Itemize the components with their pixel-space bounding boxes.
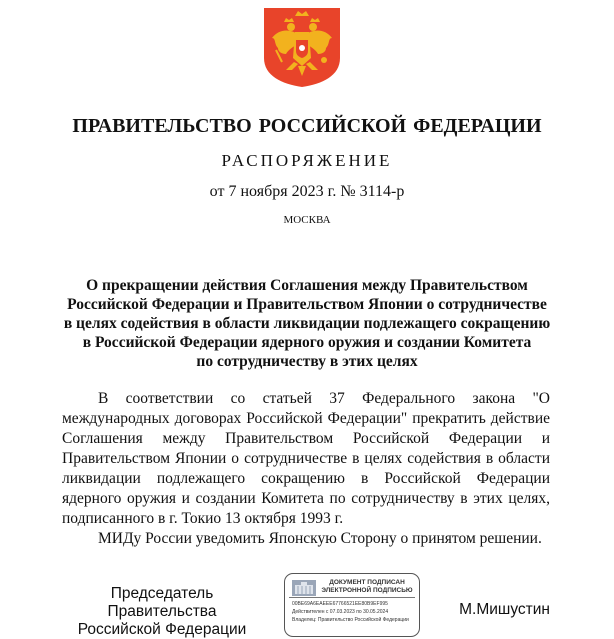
subject-line: Российской Федерации и Правительством Японии о сотрудничестве [67,296,547,313]
document-subject [40,276,574,371]
stamp-owner: Владелец: Правительство Российской Федерации [292,617,409,623]
stamp-divider [289,597,415,598]
signer-name: М.Мишустин [459,601,550,618]
signer-position [62,585,262,639]
body-paragraph: В соответствии со статьей 37 Федерального закона "О международных договорах Российской Федерации" прекратить действие Соглашения между Правительством Российской Федерации и Правительством Японии о сотрудничестве в целях содействия в области ликвидации подлежащего сокращению в Российской Федерации ядерного оружия и создании Комитета по сотрудничеству в этих целях, подписанного в г. Токио 13 октября 1993 г. [62,390,550,527]
subject-line: в целях содействия в области ликвидации подлежащего сокращению [63,315,551,332]
stamp-validity: Действителен с 07.03.2023 по 30.05.2024 [292,609,389,615]
document-type: РАСПОРЯЖЕНИЕ [221,151,393,170]
subject-line: О прекращении действия Соглашения между Правительством [86,277,528,294]
stamp-title-line: ЭЛЕКТРОННОЙ ПОДПИСЬЮ [321,586,413,594]
subject-line: в Российской Федерации ядерного оружия и создании Комитета [82,334,532,351]
stamp-certificate: 00BE69A6EAEEE67766521ЕЕ80В9ЕF995 [292,601,388,607]
russian-coat-of-arms-icon [262,6,342,88]
document-body [62,389,550,549]
body-paragraph: МИДу России уведомить Японскую Сторону о принятом решении. [98,530,542,547]
signer-position-line: Председатель Правительства [107,585,217,620]
document-city: МОСКВА [283,214,331,226]
signer-position-line: Российской Федерации [77,621,247,638]
subject-line: по сотрудничеству в этих целях [196,353,418,370]
document-date: от 7 ноября 2023 г. № 3114-р [209,183,405,200]
stamp-title [319,579,415,594]
government-building-icon [291,579,317,597]
stamp-title-line: ДОКУМЕНТ ПОДПИСАН [329,579,405,586]
government-title: ПРАВИТЕЛЬСТВО РОССИЙСКОЙ ФЕДЕРАЦИИ [72,115,542,137]
electronic-signature-stamp [284,573,420,637]
